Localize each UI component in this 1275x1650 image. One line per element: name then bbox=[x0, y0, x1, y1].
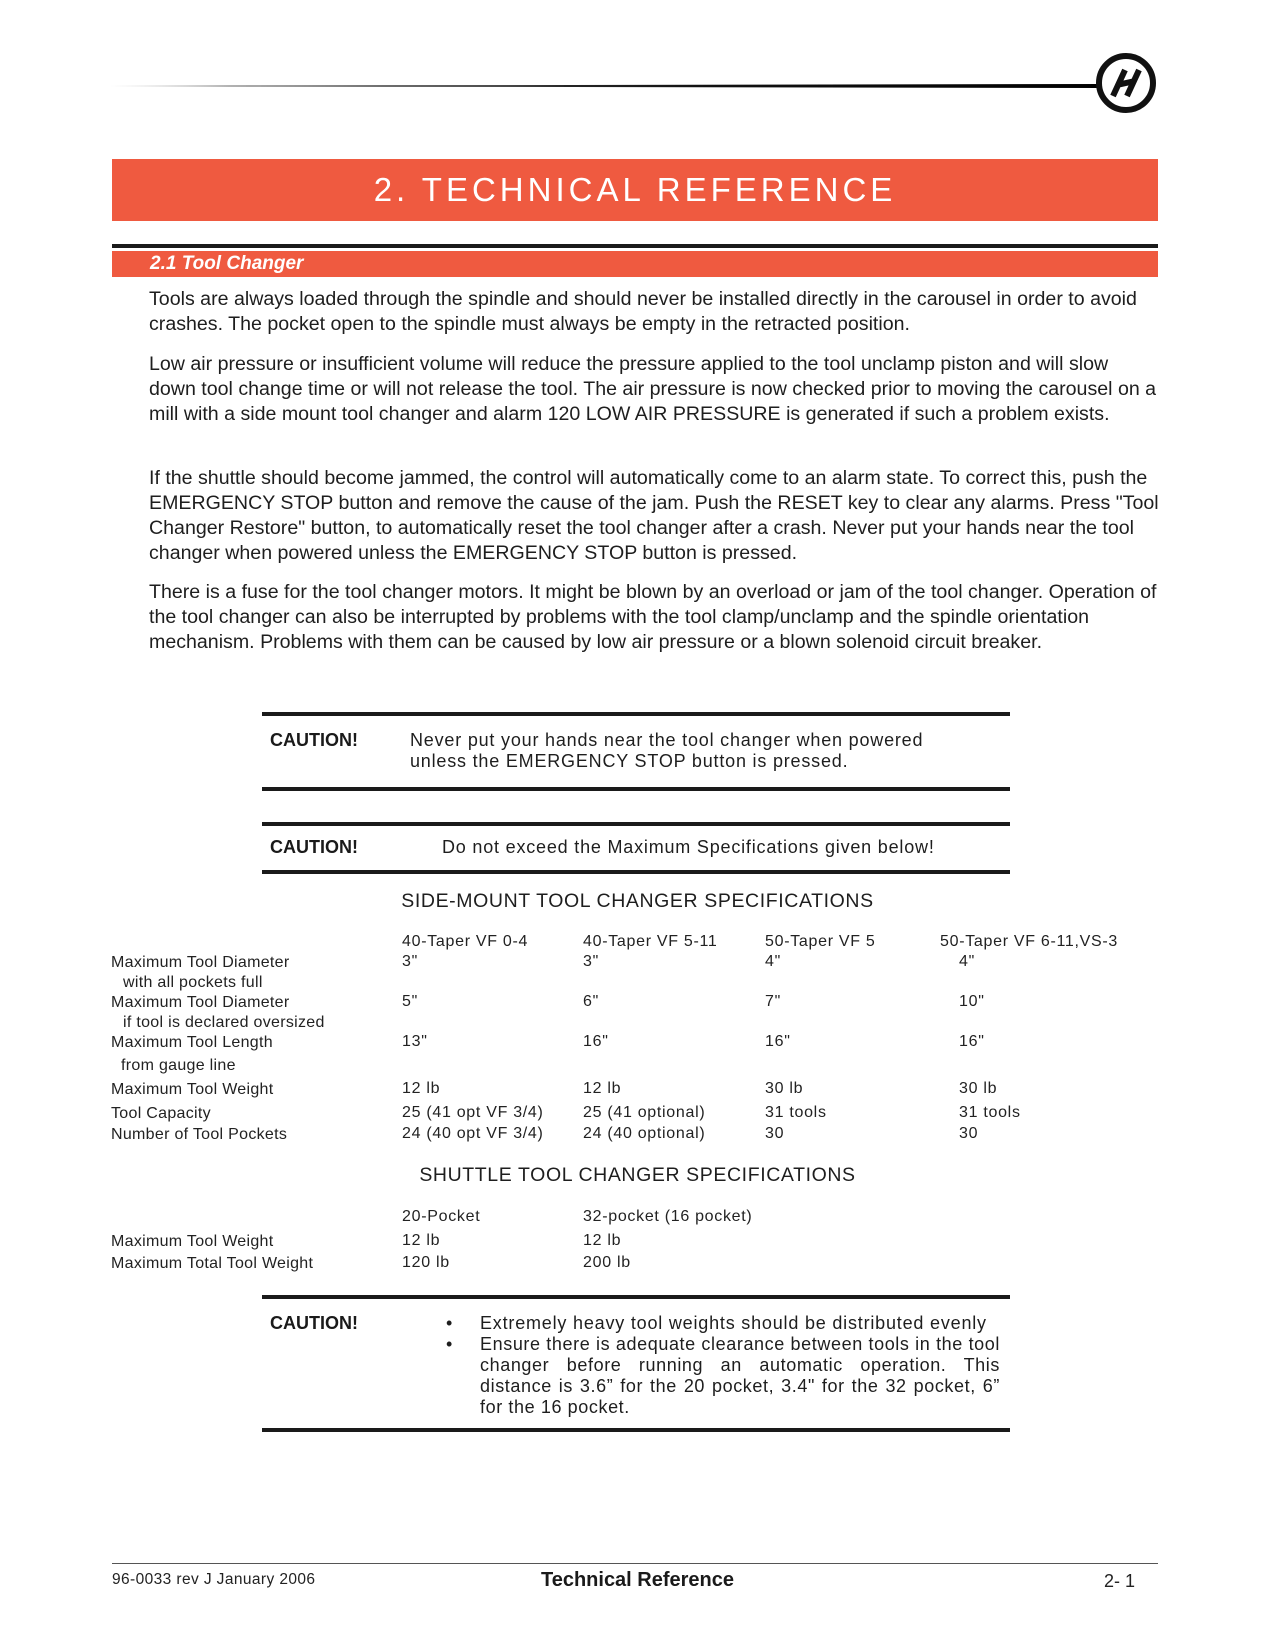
paragraph-3: If the shuttle should become jammed, the control will automatically come to an alarm state. To correct this, push the EMERGENCY STOP button and remove the cause of the jam. Push the RESET key to clear any alarms. Press "Tool Changer Restore" button, to automatically reset the tool changer after a crash. Never put your hands near the tool changer when powered unless the EMERGENCY STOP button is pressed. bbox=[149, 467, 1159, 564]
row-label: Number of Tool Pockets bbox=[111, 1126, 288, 1143]
table-cell: 30 lb bbox=[959, 1080, 998, 1097]
table-cell: 16" bbox=[765, 1033, 791, 1050]
table-cell: 13" bbox=[402, 1033, 428, 1050]
shuttle-specs-title: SHUTTLE TOOL CHANGER SPECIFICATIONS bbox=[419, 1164, 856, 1186]
column-header: 40-Taper VF 5-11 bbox=[583, 933, 718, 950]
row-label: Maximum Tool Diameter bbox=[111, 994, 290, 1011]
row-label: Maximum Tool Length bbox=[111, 1034, 273, 1051]
table-cell: 16" bbox=[959, 1033, 985, 1050]
caution-text-line1: Never put your hands near the tool changer when powered bbox=[410, 730, 924, 750]
caution-label: CAUTION! bbox=[270, 1313, 358, 1333]
table-cell: 3" bbox=[583, 953, 599, 970]
table-cell: 24 (40 opt VF 3/4) bbox=[402, 1125, 544, 1142]
table-cell: 7" bbox=[765, 993, 781, 1010]
table-cell: 3" bbox=[402, 953, 418, 970]
caution-box-tool-weights bbox=[262, 1295, 1010, 1432]
row-label: Maximum Tool Diameter bbox=[111, 954, 290, 971]
table-cell: 31 tools bbox=[765, 1104, 827, 1121]
caution-item-text: Ensure there is adequate clearance between tools in the tool changer before running an automatic operation. This distance is 3.6” for the 20 pocket, 3.4" for the 32 pocket, 6” for the 16 pocket. bbox=[480, 1334, 1000, 1417]
footer-doc-revision: 96-0033 rev J January 2006 bbox=[112, 1571, 316, 1588]
row-sublabel: with all pockets full bbox=[123, 974, 263, 991]
table-cell: 12 lb bbox=[583, 1232, 622, 1249]
row-sublabel: from gauge line bbox=[121, 1057, 236, 1074]
column-header: 20-Pocket bbox=[402, 1208, 481, 1225]
footer-rule bbox=[112, 1563, 1158, 1564]
bullet-icon: • bbox=[446, 1334, 453, 1354]
caution-box-hands bbox=[262, 712, 1010, 791]
row-label: Tool Capacity bbox=[111, 1105, 211, 1122]
row-label: Maximum Tool Weight bbox=[111, 1081, 274, 1098]
table-cell: 24 (40 optional) bbox=[583, 1125, 706, 1142]
caution-text: Do not exceed the Maximum Specifications given below! bbox=[442, 837, 935, 857]
table-cell: 4" bbox=[959, 953, 975, 970]
table-cell: 12 lb bbox=[583, 1080, 622, 1097]
table-cell: 25 (41 optional) bbox=[583, 1104, 706, 1121]
page-number: 2- 1 bbox=[1104, 1571, 1136, 1591]
header-rule bbox=[110, 84, 1102, 88]
table-cell: 12 lb bbox=[402, 1232, 441, 1249]
section-divider bbox=[112, 244, 1158, 248]
table-cell: 200 lb bbox=[583, 1254, 631, 1271]
column-header: 50-Taper VF 5 bbox=[765, 933, 876, 950]
caution-item-text: Extremely heavy tool weights should be distributed evenly bbox=[480, 1313, 987, 1333]
caution-label: CAUTION! bbox=[270, 837, 358, 857]
side-mount-specs-title: SIDE-MOUNT TOOL CHANGER SPECIFICATIONS bbox=[401, 890, 874, 912]
list-item bbox=[446, 1313, 1000, 1334]
paragraph-2: Low air pressure or insufficient volume will reduce the pressure applied to the tool unclamp piston and will slow down tool change time or will not release the tool. The air pressure is now checked prior to moving the carousel on a mill with a side mount tool changer and alarm 120 LOW AIR PRESSURE is generated if such a problem exists. bbox=[149, 353, 1157, 425]
table-cell: 30 lb bbox=[765, 1080, 804, 1097]
column-header: 50-Taper VF 6-11,VS-3 bbox=[940, 933, 1119, 950]
footer-title: Technical Reference bbox=[540, 1569, 735, 1591]
section-title: 2.1 Tool Changer bbox=[112, 251, 1158, 277]
table-cell: 31 tools bbox=[959, 1104, 1021, 1121]
caution-box-max-specs bbox=[262, 822, 1010, 874]
table-cell: 4" bbox=[765, 953, 781, 970]
caution-list bbox=[446, 1313, 1000, 1418]
table-cell: 6" bbox=[583, 993, 599, 1010]
table-cell: 30 bbox=[765, 1125, 785, 1142]
table-cell: 5" bbox=[402, 993, 418, 1010]
caution-label: CAUTION! bbox=[270, 730, 358, 750]
table-cell: 25 (41 opt VF 3/4) bbox=[402, 1104, 544, 1121]
bullet-icon: • bbox=[446, 1313, 454, 1333]
list-item bbox=[446, 1334, 1000, 1418]
row-label: Maximum Total Tool Weight bbox=[111, 1255, 314, 1272]
caution-text-line2: unless the EMERGENCY STOP button is pressed. bbox=[410, 751, 849, 771]
paragraph-1: Tools are always loaded through the spindle and should never be installed directly in the carousel in order to avoid crashes. The pocket open to the spindle must always be empty in the retracted position. bbox=[149, 288, 1137, 335]
column-header: 32-pocket (16 pocket) bbox=[583, 1208, 753, 1225]
row-sublabel: if tool is declared oversized bbox=[123, 1014, 325, 1031]
column-header: 40-Taper VF 0-4 bbox=[402, 933, 529, 950]
row-label: Maximum Tool Weight bbox=[111, 1233, 274, 1250]
table-cell: 120 lb bbox=[402, 1254, 450, 1271]
chapter-title: 2. TECHNICAL REFERENCE bbox=[112, 159, 1158, 221]
table-cell: 10" bbox=[959, 993, 985, 1010]
haas-logo-icon bbox=[1095, 52, 1157, 114]
table-cell: 16" bbox=[583, 1033, 609, 1050]
table-cell: 30 bbox=[959, 1125, 979, 1142]
paragraph-4: There is a fuse for the tool changer motors. It might be blown by an overload or jam of the tool changer. Operation of the tool changer can also be interrupted by problems with the tool clamp/unclamp and the spindle orientation mechanism. Problems with them can be caused by low air pressure or a blown solenoid circuit breaker. bbox=[149, 581, 1157, 653]
table-cell: 12 lb bbox=[402, 1080, 441, 1097]
